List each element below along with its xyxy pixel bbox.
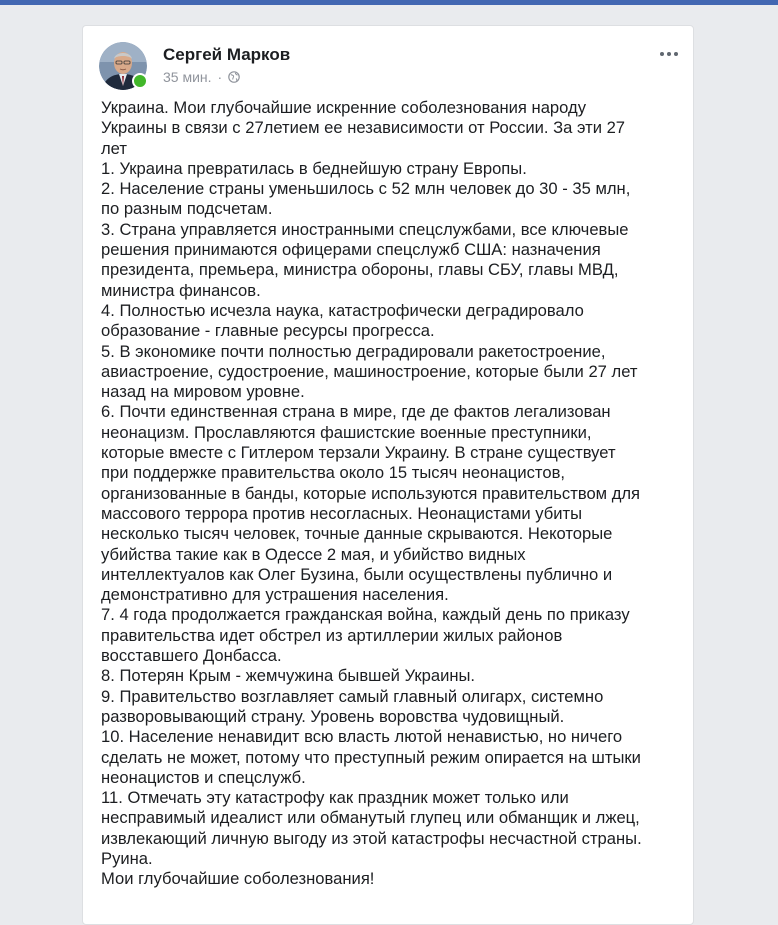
dot	[667, 52, 671, 56]
post-text-line: министра финансов.	[101, 280, 261, 300]
post-text-line: несправимый идеалист или обманутый глупец или обманщик и лжец,	[101, 808, 640, 828]
post-text-line: Украина. Мои глубочайшие искренние соболезнования народу	[101, 98, 586, 117]
post-text-line: организованные в банды, которые используются правительством для	[101, 483, 641, 503]
top-navigation-bar	[0, 0, 778, 5]
post-text-line: несколько тысяч человек, точные данные скрываются. Некоторые	[101, 524, 613, 544]
post-text-line: 6. Почти единственная страна в мире, где де фактов легализован	[101, 402, 611, 422]
post-text-line: назад на мировом уровне.	[101, 382, 305, 402]
post-text-line: Украины в связи с 27летием ее независимости от России. За эти 27	[101, 118, 626, 138]
post-text-line: 7. 4 года продолжается гражданская война, каждый день по приказу	[101, 605, 630, 625]
post-text-line: 10. Население ненавидит всю власть лютой ненавистью, но ничего	[101, 727, 623, 747]
post-text-line: при поддержке правительства около 15 тысяч неонацистов,	[101, 463, 565, 483]
post-text-line: убийства такие как в Одессе 2 мая, и убийство видных	[101, 544, 526, 564]
post-text-line: интеллектуалов как Олег Бузина, были осуществлены публично и	[101, 564, 613, 584]
post-text-line: Руина.	[101, 848, 153, 868]
post-text-line: по разным подсчетам.	[101, 199, 273, 219]
post-text-line: президента, премьера, министра обороны, главы СБУ, главы МВД,	[101, 260, 619, 280]
post-text-line: 8. Потерян Крым - жемчужина бывшей Украины.	[101, 666, 476, 686]
dot	[660, 52, 664, 56]
more-options-icon[interactable]	[655, 44, 683, 64]
meta-separator: ·	[217, 69, 223, 85]
post-text-line: правительства идет обстрел из артиллерии жилых районов	[101, 625, 563, 645]
online-status-indicator	[132, 73, 148, 89]
author-name[interactable]: Сергей Марков	[163, 45, 291, 64]
post-text-line: массового террора против несогласных. Неонацистами убиты	[101, 503, 583, 523]
post-text-line: образование - главные ресурсы прогресса.	[101, 321, 435, 341]
post-text-line: решения принимаются офицерами спецслужб США: назначения	[101, 240, 601, 260]
post-text-line: Мои глубочайшие соболезнования!	[101, 869, 375, 889]
post-text-line: 11. Отмечать эту катастрофу как праздник может только или	[101, 788, 569, 808]
post-text-line: которые вместе с Гитлером терзали Украину. В стране существует	[101, 443, 616, 463]
post-text-line: разворовывающий страну. Уровень воровства чудовищный.	[101, 706, 565, 726]
post-text-line: восставшего Донбасса.	[101, 646, 282, 666]
globe-icon[interactable]	[228, 71, 240, 83]
post-text-line: сделать не может, потому что преступный режим опирается на штыки	[101, 747, 641, 767]
avatar[interactable]	[99, 42, 147, 90]
post-text-line: 3. Страна управляется иностранными спецслужбами, все ключевые	[101, 219, 629, 239]
post-text-line: 1. Украина превратилась в беднейшую страну Европы.	[101, 158, 527, 178]
post-card	[82, 25, 694, 925]
post-text-line: неонацистов и спецслужб.	[101, 767, 306, 787]
post-text-line: неонацизм. Прославляются фашистские военные преступники,	[101, 422, 592, 442]
post-text-line: 4. Полностью исчезла наука, катастрофически деградировало	[101, 300, 584, 320]
post-timestamp[interactable]: 35 мин.	[163, 69, 212, 85]
post-text-line: демонстративно для устрашения населения.	[101, 585, 449, 605]
dot	[674, 52, 678, 56]
post-text-line: лет	[101, 138, 127, 158]
post-text-line: 2. Население страны уменьшилось с 52 млн человек до 30 - 35 млн,	[101, 179, 631, 199]
post-text-line: 9. Правительство возглавляет самый главный олигарх, системно	[101, 686, 604, 706]
post-text	[101, 98, 691, 890]
post-text-line: извлекающий личную выгоду из этой катастрофы несчастной страны.	[101, 828, 642, 848]
post-meta	[163, 69, 240, 85]
post-text-line: 5. В экономике почти полностью деградировали ракетостроение,	[101, 341, 606, 361]
post-text-line: авиастроение, судостроение, машиностроение, которые были 27 лет	[101, 361, 638, 381]
